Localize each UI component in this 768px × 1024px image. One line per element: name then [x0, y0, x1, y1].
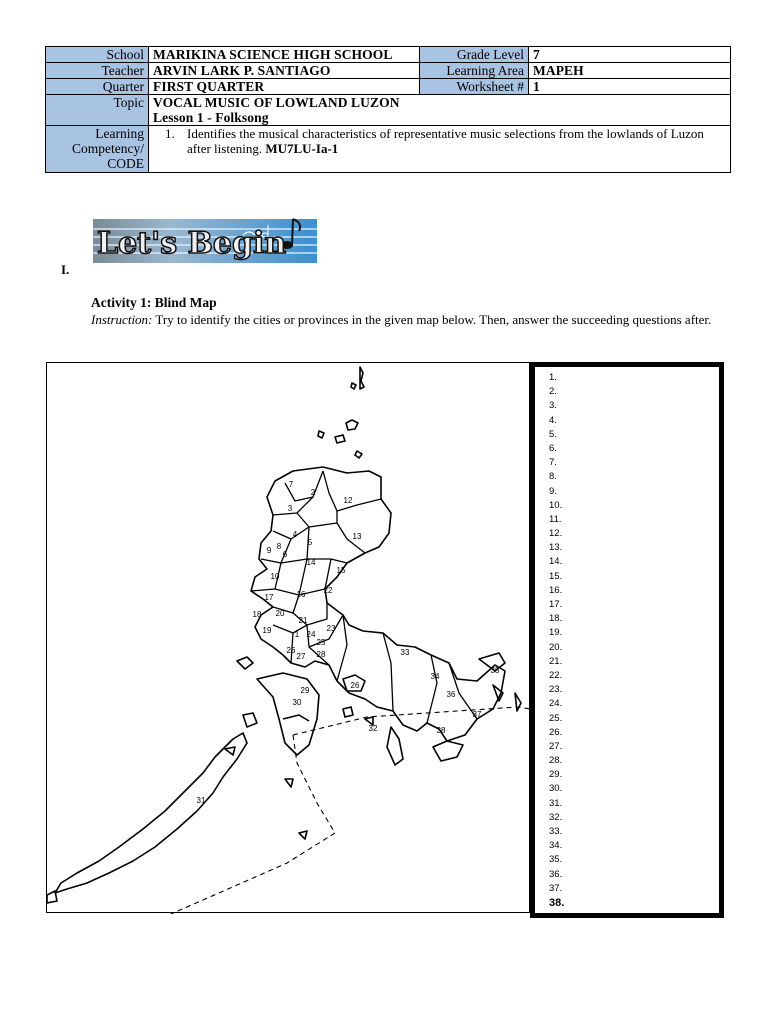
grade-level-value: 7 — [529, 47, 731, 63]
map-label: 6 — [282, 550, 288, 559]
map-label: 34 — [430, 672, 440, 681]
answer-line[interactable]: 17. — [549, 599, 563, 610]
answer-line[interactable]: 9. — [549, 485, 557, 497]
map-label: 2 — [310, 488, 316, 497]
map-label: 27 — [296, 652, 306, 661]
competency-code: MU7LU-Ia-1 — [265, 141, 339, 156]
answer-line[interactable]: 32. — [549, 811, 563, 823]
answer-line[interactable]: 13. — [549, 542, 563, 554]
map-label: 25 — [316, 638, 326, 647]
topic-value: VOCAL MUSIC OF LOWLAND LUZON — [153, 95, 400, 110]
activity-title: Activity 1: Blind Map — [91, 295, 217, 310]
section-numeral: I. — [61, 262, 70, 277]
map-label: 37 — [472, 710, 482, 719]
blind-map — [46, 362, 530, 913]
worksheet-label: Worksheet # — [420, 79, 529, 95]
mindoro-island — [257, 673, 319, 755]
map-label: 17 — [264, 593, 274, 602]
map-label: 32 — [368, 724, 378, 733]
map-label: 26 — [286, 646, 296, 655]
answer-line[interactable]: 25. — [549, 712, 563, 724]
quarter-value: FIRST QUARTER — [149, 79, 420, 95]
header-table — [45, 46, 731, 173]
answer-line[interactable]: 18. — [549, 613, 563, 625]
map-label: 1 — [294, 630, 300, 639]
map-label: 14 — [306, 558, 316, 567]
map-label: 19 — [262, 626, 272, 635]
answer-line[interactable]: 6. — [549, 442, 557, 454]
grade-level-label: Grade Level — [420, 47, 529, 63]
map-label: 30 — [292, 698, 302, 707]
map-label: 7 — [288, 480, 294, 489]
competency-number: 1. — [165, 126, 175, 141]
answer-line[interactable]: 10. — [549, 499, 563, 511]
answer-line[interactable]: 29. — [549, 769, 563, 781]
map-label: 26 — [350, 681, 360, 690]
competency-cell — [149, 126, 731, 173]
answer-line[interactable]: 5. — [549, 428, 557, 440]
answer-line[interactable]: 35. — [549, 854, 563, 866]
map-label: 3 — [287, 504, 293, 513]
map-label: 9 — [266, 546, 272, 555]
map-label: 29 — [300, 686, 310, 695]
answer-line[interactable]: 7. — [549, 457, 557, 469]
answer-line[interactable]: 24. — [549, 698, 563, 710]
answer-list — [535, 367, 719, 910]
lesson-value: Lesson 1 - Folksong — [153, 110, 269, 125]
map-label: 31 — [196, 796, 206, 805]
answer-line[interactable]: 23. — [549, 684, 563, 696]
map-label: 36 — [446, 690, 456, 699]
map-label: 28 — [316, 650, 326, 659]
answer-line[interactable]: 34. — [549, 840, 563, 852]
answer-line[interactable]: 21. — [549, 655, 563, 667]
banner-text: Let's Begin — [97, 226, 287, 261]
competency-text: Identifies the musical characteristics of representative music selections from the lowlands of Luzon after listening. — [187, 126, 704, 156]
answer-line[interactable]: 4. — [549, 414, 557, 426]
answer-line[interactable]: 2. — [549, 386, 557, 398]
teacher-value: ARVIN LARK P. SANTIAGO — [149, 63, 420, 79]
instruction-label: Instruction: — [91, 312, 153, 327]
map-label: 12 — [343, 496, 353, 505]
instruction-text: Try to identify the cities or provinces in the given map below. Then, answer the succeeding questions after. — [152, 312, 712, 327]
worksheet-value: 1 — [529, 79, 731, 95]
map-label: 16 — [296, 590, 306, 599]
activity-instruction — [91, 312, 731, 327]
answer-line[interactable]: 37. — [549, 882, 563, 894]
answer-line[interactable]: 11. — [549, 513, 562, 525]
answer-line[interactable]: 8. — [549, 471, 557, 483]
answer-line[interactable]: 38. — [549, 896, 565, 909]
map-label: 13 — [352, 532, 362, 541]
teacher-label: Teacher — [46, 63, 149, 79]
answer-line[interactable]: 22. — [549, 669, 563, 681]
map-label: 20 — [275, 609, 285, 618]
answer-line[interactable]: 15. — [549, 570, 563, 582]
answer-line[interactable]: 19. — [549, 627, 563, 639]
topic-label: Topic — [46, 95, 149, 126]
answer-box — [530, 362, 724, 918]
answer-line[interactable]: 3. — [549, 400, 557, 412]
learning-area-label: Learning Area — [420, 63, 529, 79]
map-label: 15 — [336, 566, 346, 575]
answer-line[interactable]: 14. — [549, 556, 563, 568]
answer-line[interactable]: 27. — [549, 740, 563, 752]
map-label: 21 — [298, 616, 308, 625]
competency-label: Learning Competency/ CODE — [46, 126, 149, 173]
map-label: 5 — [307, 538, 313, 547]
quarter-label: Quarter — [46, 79, 149, 95]
map-label: 35 — [490, 666, 500, 675]
answer-line[interactable]: 12. — [549, 528, 563, 540]
topic-cell — [149, 95, 731, 126]
map-label: 33 — [400, 648, 410, 657]
map-label: 18 — [252, 610, 262, 619]
school-label: School — [46, 47, 149, 63]
answer-line[interactable]: 31. — [549, 797, 563, 809]
palawan-island — [55, 733, 247, 893]
answer-line[interactable]: 33. — [549, 826, 563, 837]
answer-line[interactable]: 26. — [549, 726, 563, 738]
map-label: 38 — [436, 726, 446, 735]
map-number-labels — [197, 480, 500, 805]
school-value: MARIKINA SCIENCE HIGH SCHOOL — [149, 47, 420, 63]
lets-begin-banner — [93, 215, 317, 265]
answer-line[interactable]: 36. — [549, 868, 563, 880]
answer-line[interactable]: 30. — [549, 783, 563, 795]
answer-line[interactable]: 16. — [549, 584, 563, 596]
answer-line[interactable]: 1. — [549, 372, 557, 383]
map-label: 24 — [306, 630, 316, 639]
map-label: 22 — [323, 586, 333, 595]
map-label: 23 — [326, 624, 336, 633]
answer-line[interactable]: 28. — [549, 755, 563, 767]
learning-area-value: MAPEH — [529, 63, 731, 79]
map-label: 10 — [270, 572, 280, 581]
batanes-islands — [360, 367, 364, 389]
answer-line[interactable]: 20. — [549, 641, 563, 653]
map-label: 4 — [292, 530, 298, 539]
map-label: 8 — [276, 542, 282, 551]
